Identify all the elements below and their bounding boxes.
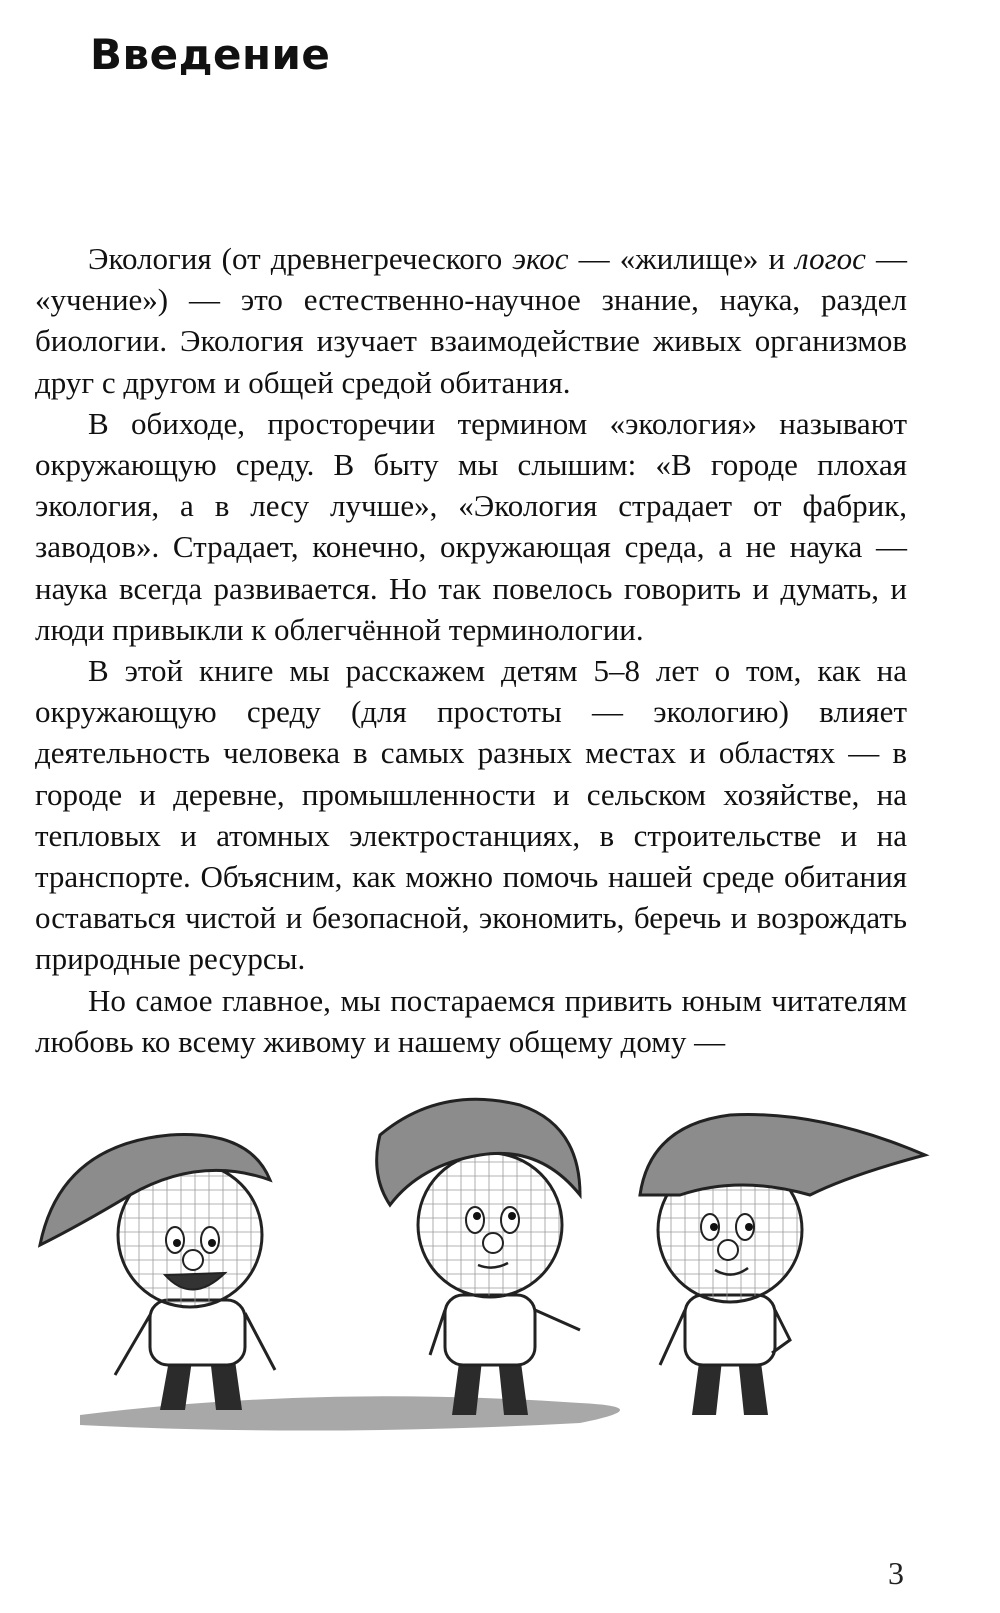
globe-boys-illustration xyxy=(20,1085,940,1505)
term-ekos: экос xyxy=(512,241,569,276)
globe-boy-left xyxy=(40,1135,275,1410)
page-title: Введение xyxy=(90,30,331,79)
page-number: 3 xyxy=(888,1555,904,1591)
paragraph-4: Но самое главное, мы постараемся привить юным читателям любовь ко всему живому и нашему общему дому — xyxy=(35,982,907,1059)
body-text xyxy=(35,238,907,1062)
globe-boy-center xyxy=(377,1099,580,1415)
paragraph-2: В обиходе, просторечии термином «экология» называют окружающую среду. В быту мы слышим: «В городе плохая экология, а в лесу лучше», «Экология страдает от фабрик, заводов». Страдает, конечно, окружающая среда, а не наука — наука всегда развивается. Но так повелось говорить и думать, и люди привыкли к облегчённой терминологии. xyxy=(35,405,907,647)
ground-shadow xyxy=(80,1396,620,1430)
paragraph-1: Экология (от древнегреческого экос — «жилище» и логос — «учение») — это естественно-научное знание, наука, раздел биологии. Экология изучает взаимодействие живых организмов друг с другом и общей средой обитания. xyxy=(35,241,907,400)
globe-boy-right xyxy=(640,1115,925,1416)
term-logos: логос xyxy=(795,241,866,276)
paragraph-3: В этой книге мы расскажем детям 5–8 лет о том, как на окружающую среду (для простоты — экологию) влияет деятельность человека в самых разных местах и областях — в городе и деревне, промышленности и сельском хозяйстве, на тепловых и атомных электростанциях, в строительстве и на транспорте. Объясним, как можно помочь нашей среде обитания оставаться чистой и безопасной, экономить, беречь и возрождать природные ресурсы. xyxy=(35,653,907,977)
